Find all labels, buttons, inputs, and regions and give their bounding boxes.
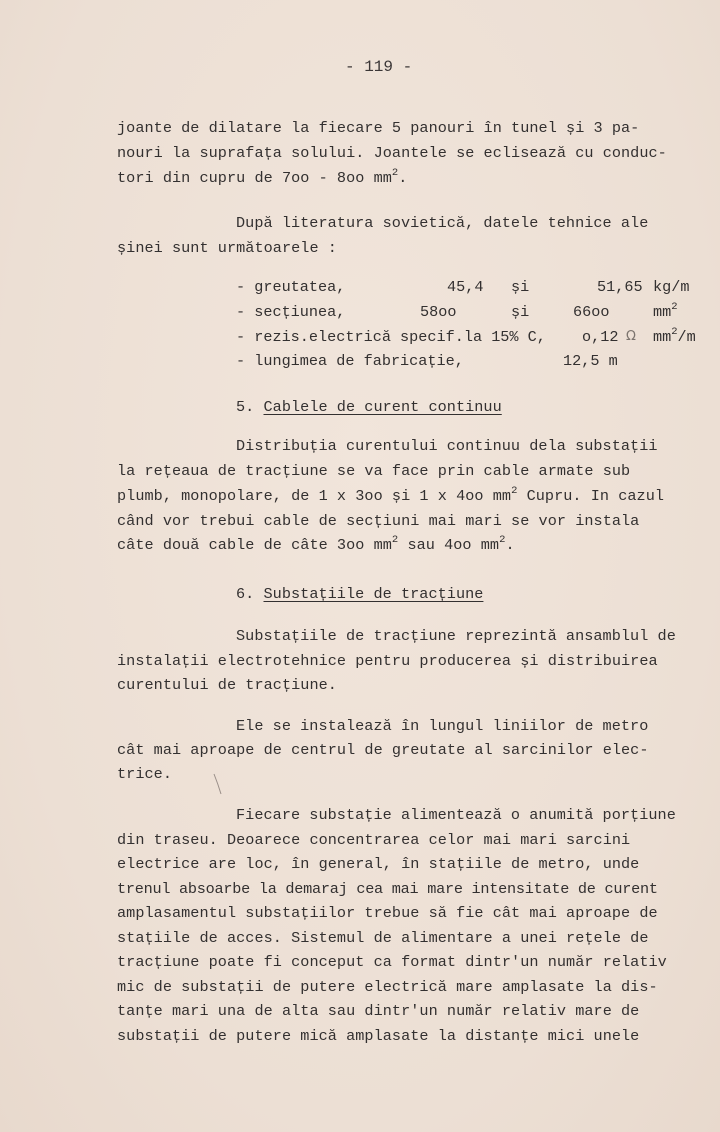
superscript: 2 <box>671 301 678 313</box>
section-heading-6 <box>236 584 483 604</box>
superscript: 2 <box>391 167 399 179</box>
section-number: 6. <box>236 585 255 603</box>
text-line <box>117 486 664 506</box>
text-line: trenul absoarbe la demaraj cea mai mare intensitate de curent <box>117 880 658 898</box>
spec-label: - lungimea de fabricație, <box>236 352 464 370</box>
text-line: tanțe mari una de alta sau dintr'un număr relativ mare de <box>117 1002 640 1020</box>
spec-conj: și <box>511 303 530 321</box>
text-line <box>117 535 515 555</box>
superscript: 2 <box>511 485 518 497</box>
text-line: amplasamentul substațiilor trebue să fie cât mai aproape de <box>117 904 658 922</box>
text-line: Fiecare substație alimentează o anumită porțiune <box>236 806 676 824</box>
unit-text: /m <box>677 328 696 346</box>
superscript: 2 <box>671 326 678 338</box>
page-number: - 119 - <box>345 58 413 76</box>
text-segment: câte două cable de câte 3oo mm <box>117 536 392 554</box>
spec-value-2: 51,65 <box>597 278 643 296</box>
text-line: electrice are loc, în general, în stațiile de metro, unde <box>117 855 640 873</box>
text-line: din traseu. Deoarece concentrarea celor mai mari sarcini <box>117 831 631 849</box>
text-line <box>117 168 407 188</box>
text-line: când vor trebui cable de secțiuni mai mari se vor instala <box>117 512 640 530</box>
unit-text: mm <box>653 328 672 346</box>
text-segment: sau 4oo mm <box>398 536 500 554</box>
text-segment: . <box>505 536 515 554</box>
unit-text: mm <box>653 303 672 321</box>
spec-unit <box>653 302 678 322</box>
text-line: la rețeaua de tracțiune se va face prin cable armate sub <box>117 462 631 480</box>
superscript: 2 <box>391 534 399 546</box>
section-number: 5. <box>236 398 255 416</box>
spec-value: o,12 <box>582 328 619 346</box>
spec-conj: și <box>511 278 530 296</box>
text-line: joante de dilatare la fiecare 5 panouri în tunel și 3 pa- <box>117 119 640 137</box>
text-line: După literatura sovietică, datele tehnice ale <box>236 214 649 232</box>
text-line: substații de putere mică amplasate la distanțe mici unele <box>117 1027 640 1045</box>
text-segment: Cupru. In cazul <box>517 487 665 505</box>
spec-value-1: 58oo <box>420 303 457 321</box>
spec-value: 12,5 m <box>563 352 618 370</box>
text-segment: . <box>398 169 408 187</box>
spec-label: - greutatea, <box>236 278 346 296</box>
text-line: curentului de tracțiune. <box>117 676 337 694</box>
pencil-mark <box>212 772 224 796</box>
superscript: 2 <box>499 534 506 546</box>
text-line: mic de substații de putere electrică mare amplasate la dis- <box>117 978 658 996</box>
spec-value-2: 66oo <box>573 303 610 321</box>
section-title: Cablele de curent continuu <box>263 398 502 416</box>
spec-unit <box>653 327 696 347</box>
text-line: șinei sunt următoarele : <box>117 239 337 257</box>
text-line: Substațiile de tracțiune reprezintă ansamblul de <box>236 627 676 645</box>
text-line: nouri la suprafața solului. Joantele se eclisează cu conduc- <box>117 144 667 162</box>
text-segment: plumb, monopolare, de 1 x 3oo și 1 x 4oo mm <box>117 487 512 505</box>
text-line: trice. <box>117 765 172 783</box>
section-title: Substațiile de tracțiune <box>263 585 484 603</box>
text-line: stațiile de acces. Sistemul de alimentare a unei rețele de <box>117 929 649 947</box>
spec-label: - rezis.electrică specif.la 15% C, <box>236 328 546 346</box>
spec-unit: kg/m <box>653 278 690 296</box>
spec-value-1: 45,4 <box>447 278 484 296</box>
text-line: Ele se instalează în lungul liniilor de metro <box>236 717 649 735</box>
text-line: cât mai aproape de centrul de greutate al sarcinilor elec- <box>117 741 649 759</box>
text-line: tracțiune poate fi conceput ca format dintr'un număr relativ <box>117 953 667 971</box>
section-heading-5 <box>236 397 502 417</box>
text-line: Distribuția curentului continuu dela substații <box>236 437 658 455</box>
ohm-symbol: Ω <box>626 329 636 344</box>
text-segment: tori din cupru de 7oo - 8oo mm <box>117 169 392 187</box>
spec-label: - secțiunea, <box>236 303 346 321</box>
text-line: instalații electrotehnice pentru producerea și distribuirea <box>117 652 658 670</box>
